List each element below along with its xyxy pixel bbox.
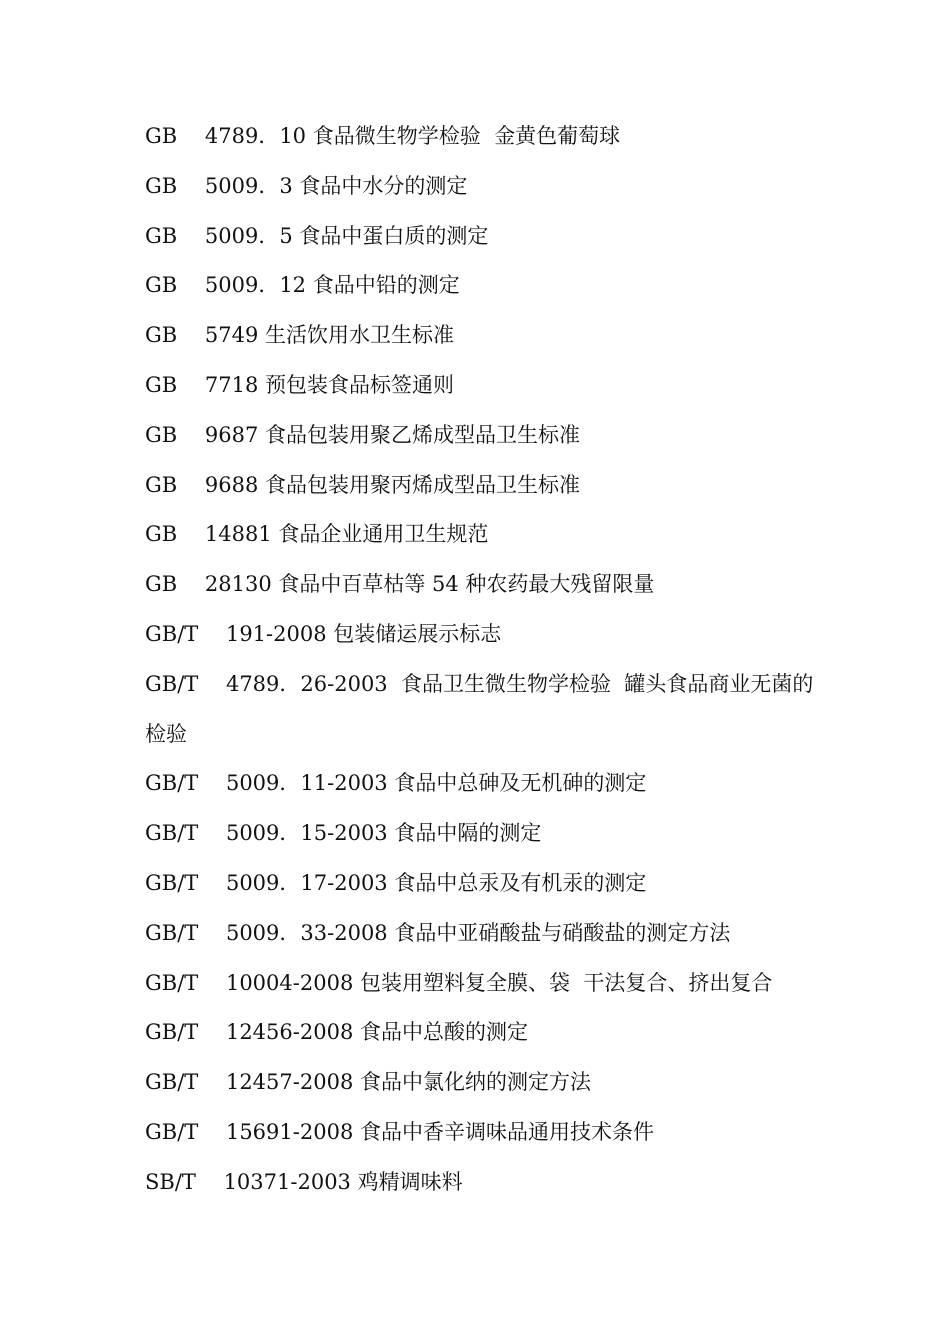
standard-line: GB/T 5009．11-2003 食品中总砷及无机砷的测定 — [145, 771, 647, 796]
standard-line: GB/T 5009．33-2008 食品中亚硝酸盐与硝酸盐的测定方法 — [145, 920, 731, 945]
standard-line: GB/T 191-2008 包装储运展示标志 — [145, 621, 502, 646]
standard-line: GB 7718 预包装食品标签通则 — [145, 372, 455, 397]
standard-line: GB 9688 食品包装用聚丙烯成型品卫生标准 — [145, 472, 580, 497]
standard-line: GB 4789．10 食品微生物学检验 金黄色葡萄球 — [145, 124, 621, 148]
standard-line: GB/T 15691-2008 食品中香辛调味品通用技术条件 — [145, 1119, 654, 1144]
standard-line: GB/T 10004-2008 包装用塑料复全膜、袋 干法复合、挤出复合 — [145, 970, 773, 995]
standards-list — [145, 112, 825, 1208]
standard-line: GB/T 5009．17-2003 食品中总汞及有机汞的测定 — [145, 870, 647, 895]
standard-line: GB 5749 生活饮用水卫生标准 — [145, 323, 455, 348]
standard-line: GB 28130 食品中百草枯等 54 种农药最大残留限量 — [145, 572, 655, 597]
standard-line-continuation: 检验 — [145, 721, 187, 746]
standard-line: SB/T 10371-2003 鸡精调味料 — [145, 1169, 463, 1194]
standard-line: GB 5009．3 食品中水分的测定 — [145, 173, 468, 198]
standard-line: GB/T 5009．15-2003 食品中隔的测定 — [145, 821, 542, 846]
standard-line: GB 5009．12 食品中铅的测定 — [145, 273, 460, 298]
standard-line: GB 5009．5 食品中蛋白质的测定 — [145, 223, 489, 248]
standard-line: GB 14881 食品企业通用卫生规范 — [145, 522, 489, 547]
standard-line: GB/T 12457-2008 食品中氯化纳的测定方法 — [145, 1070, 591, 1095]
standard-line: GB/T 12456-2008 食品中总酸的测定 — [145, 1020, 528, 1045]
standard-line: GB/T 4789．26-2003 食品卫生微生物学检验 罐头食品商业无菌的 — [145, 671, 814, 696]
standard-line: GB 9687 食品包装用聚乙烯成型品卫生标准 — [145, 422, 580, 447]
